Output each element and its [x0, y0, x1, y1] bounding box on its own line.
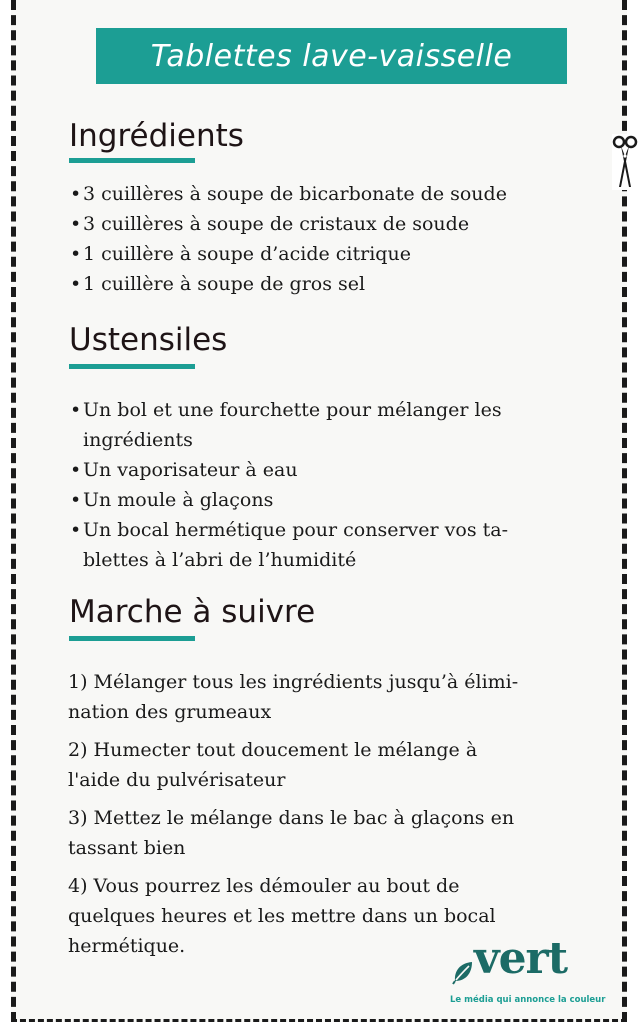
step-item: [68, 667, 518, 727]
ustensiles-heading: Ustensiles: [69, 322, 228, 358]
step-item: [68, 803, 518, 863]
step-text: 3) Mettez le mélange dans le bac à glaçons en: [68, 807, 515, 829]
bullet: •: [70, 519, 82, 541]
marche-underline: [69, 636, 195, 641]
list-item: [70, 209, 507, 239]
list-item-text: 3 cuillères à soupe de bicarbonate de soude: [83, 183, 507, 205]
list-item-text: 1 cuillère à soupe de gros sel: [83, 273, 366, 295]
step-text: 2) Humecter tout doucement le mélange à: [68, 739, 478, 761]
ustensiles-underline: [69, 364, 195, 369]
step-text: quelques heures et les mettre dans un bocal: [68, 905, 496, 927]
step-text: hermétique.: [68, 935, 186, 957]
bullet: •: [70, 243, 82, 265]
marche-heading: Marche à suivre: [69, 594, 316, 630]
step-text: l'aide du pulvérisateur: [68, 769, 286, 791]
list-item: [70, 239, 507, 269]
list-item-text: 3 cuillères à soupe de cristaux de soude: [83, 213, 470, 235]
list-item-text: ingrédients: [83, 429, 193, 451]
ustensiles-list: [70, 395, 508, 575]
bullet: •: [70, 399, 82, 421]
list-item-text: Un moule à glaçons: [83, 489, 274, 511]
bullet: •: [70, 489, 82, 511]
list-item-text: Un vaporisateur à eau: [83, 459, 298, 481]
list-item: [70, 455, 508, 485]
list-item: [70, 395, 508, 455]
scissors-icon: [612, 134, 638, 190]
logo-word: vert: [474, 933, 568, 984]
list-item-text: blettes à l’abri de l’humidité: [83, 549, 357, 571]
list-item: [70, 179, 507, 209]
recipe-card: [11, 0, 627, 1022]
list-item: [70, 515, 508, 575]
list-item-text: Un bol et une fourchette pour mélanger les: [83, 399, 502, 421]
logo-tagline: Le média qui annonce la couleur: [450, 995, 606, 1005]
page-title: Tablettes lave-vaisselle: [150, 38, 513, 74]
list-item-text: Un bocal hermétique pour conserver vos ta-: [83, 519, 508, 541]
steps-list: [68, 667, 518, 969]
list-item-text: 1 cuillère à soupe d’acide citrique: [83, 243, 411, 265]
vert-logo: [450, 933, 610, 1013]
list-item: [70, 269, 507, 299]
bullet: •: [70, 213, 82, 235]
list-item: [70, 485, 508, 515]
bullet: •: [70, 459, 82, 481]
step-text: 1) Mélanger tous les ingrédients jusqu’à élimi-: [68, 671, 519, 693]
step-text: tassant bien: [68, 837, 186, 859]
ingredients-list: [70, 179, 507, 299]
step-text: 4) Vous pourrez les démouler au bout de: [68, 875, 460, 897]
ingredients-heading: Ingrédients: [69, 118, 244, 154]
bullet: •: [70, 183, 82, 205]
bullet: •: [70, 273, 82, 295]
step-item: [68, 735, 518, 795]
leaf-icon: [452, 959, 476, 985]
ingredients-underline: [69, 158, 195, 163]
title-banner: [96, 28, 567, 84]
step-text: nation des grumeaux: [68, 701, 272, 723]
